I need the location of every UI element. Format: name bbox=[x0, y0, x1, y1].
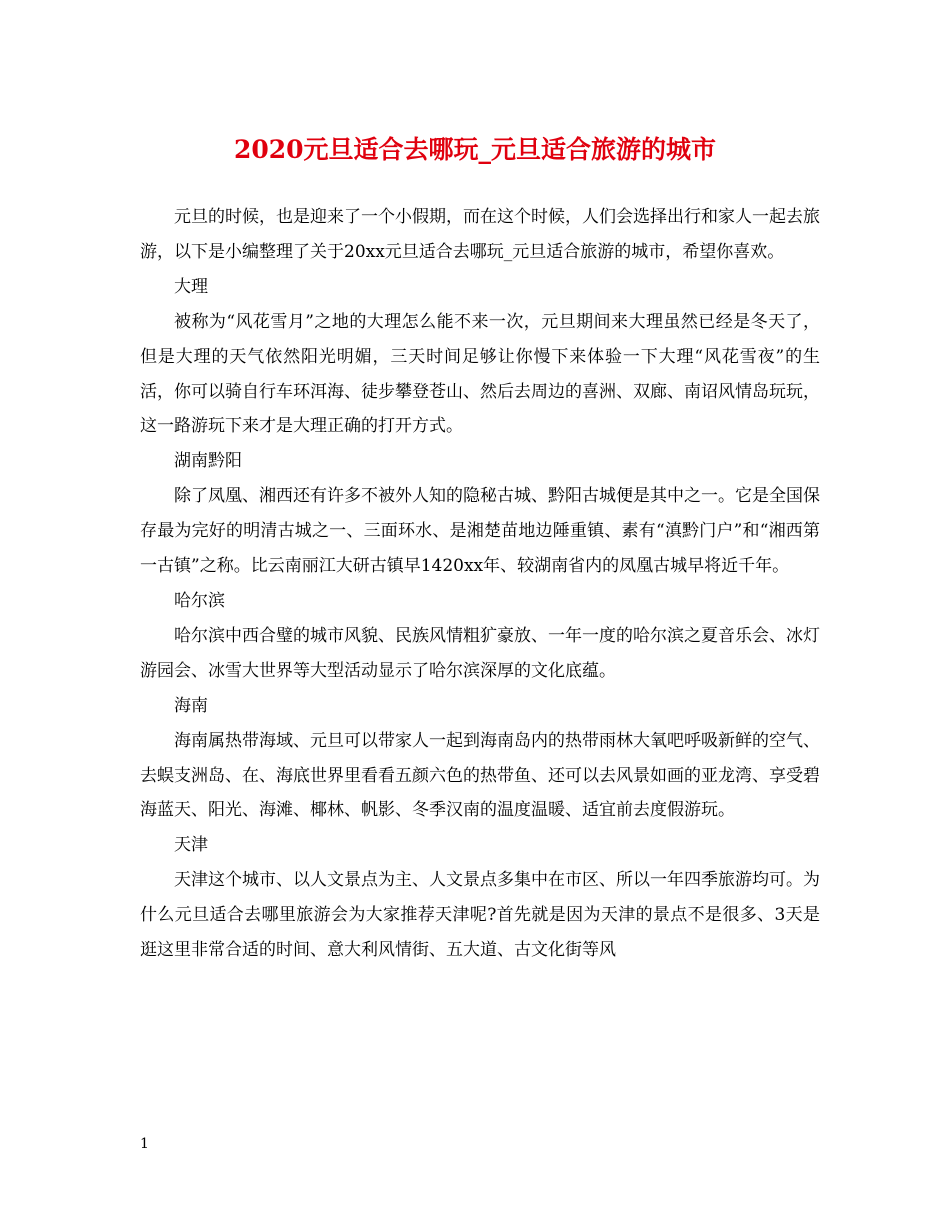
page-number: 1 bbox=[140, 1136, 149, 1152]
section-body-harbin: 哈尔滨中西合璧的城市风貌、民族风情粗犷豪放、一年一度的哈尔滨之夏音乐会、冰灯游园会、冰雪大世界等大型活动显示了哈尔滨深厚的文化底蕴。 bbox=[140, 625, 820, 681]
section-heading-qianyang: 湖南黔阳 bbox=[174, 451, 242, 472]
document-title: 2020元旦适合去哪玩_元旦适合旅游的城市 bbox=[233, 135, 717, 164]
document-body bbox=[140, 200, 820, 968]
section-body-dali: 被称为“风花雪月”之地的大理怎么能不来一次，元旦期间来大理虽然已经是冬天了，但是大理的天气依然阳光明媚，三天时间足够让你慢下来体验一下大理“风花雪夜”的生活，你可以骑自行车环洱海、徒步攀登苍山、然后去周边的喜洲、双廊、南诏风情岛玩玩，这一路游玩下来才是大理正确的打开方式。 bbox=[140, 311, 820, 437]
section-heading-dali: 大理 bbox=[174, 276, 208, 297]
section-body-hainan: 海南属热带海域、元旦可以带家人一起到海南岛内的热带雨林大氧吧呼吸新鲜的空气、去蜈支洲岛、在、海底世界里看看五颜六色的热带鱼、还可以去风景如画的亚龙湾、享受碧海蓝天、阳光、海滩、椰林、帆影、冬季汉南的温度温暖、适宜前去度假游玩。 bbox=[140, 730, 820, 821]
section-body-tianjin: 天津这个城市、以人文景点为主、人文景点多集中在市区、所以一年四季旅游均可。为什么元旦适合去哪里旅游会为大家推荐天津呢?首先就是因为天津的景点不是很多、3天是逛这里非常合适的时间、意大利风情街、五大道、古文化街等风 bbox=[140, 870, 820, 961]
section-body-qianyang: 除了凤凰、湘西还有许多不被外人知的隐秘古城、黔阳古城便是其中之一。它是全国保存最为完好的明清古城之一、三面环水、是湘楚苗地边陲重镇、素有“滇黔门户”和“湘西第一古镇”之称。比云南丽江大研古镇早1420xx年、较湖南省内的凤凰古城早将近千年。 bbox=[140, 486, 820, 577]
section-heading-harbin: 哈尔滨 bbox=[174, 590, 225, 611]
section-heading-tianjin: 天津 bbox=[174, 835, 208, 856]
section-heading-hainan: 海南 bbox=[174, 695, 208, 716]
intro-paragraph: 元旦的时候，也是迎来了一个小假期，而在这个时候，人们会选择出行和家人一起去旅游，以下是小编整理了关于20xx元旦适合去哪玩_元旦适合旅游的城市，希望你喜欢。 bbox=[140, 207, 820, 262]
